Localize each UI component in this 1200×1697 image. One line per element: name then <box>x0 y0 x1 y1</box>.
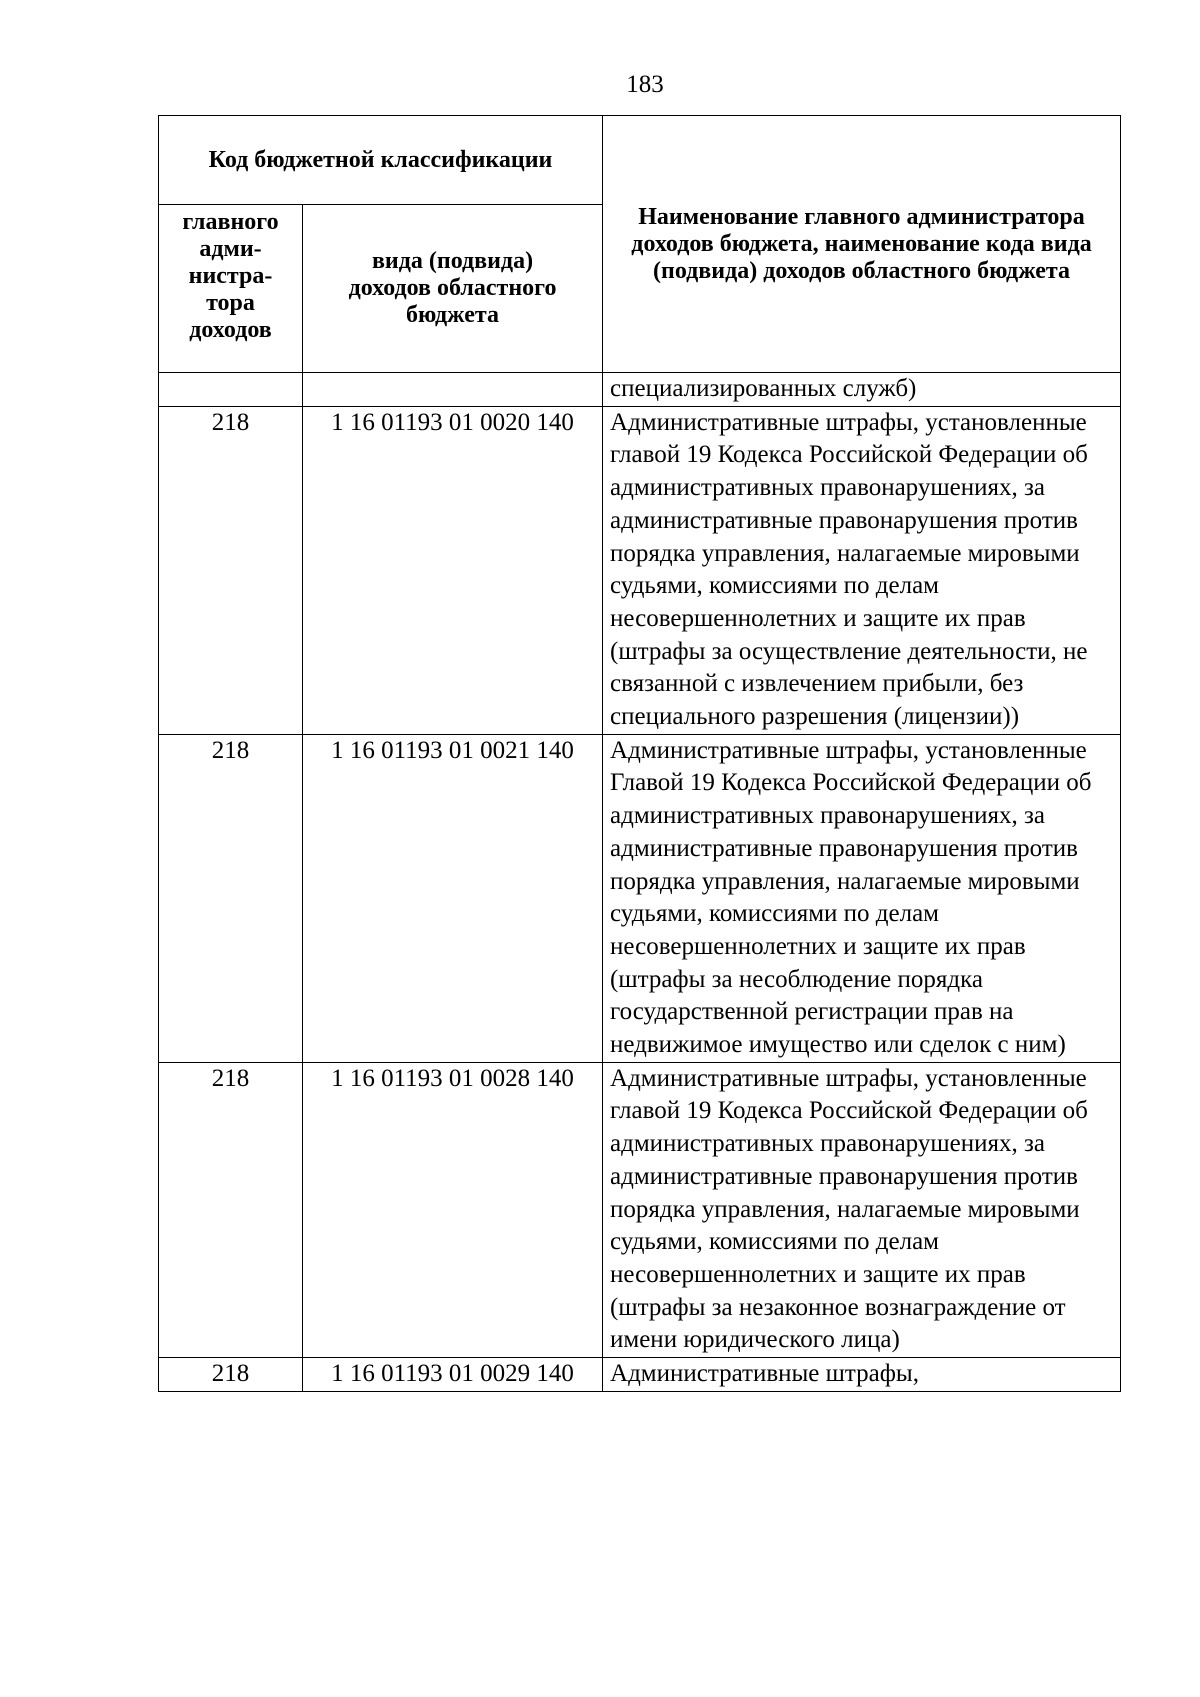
admin-code-cell: 218 <box>159 1062 303 1357</box>
table-row <box>159 734 1121 1062</box>
table-row <box>159 373 1121 407</box>
table-row <box>159 406 1121 734</box>
income-name-cell: Административные штрафы, установленные главой 19 Кодекса Российской Федерации об административных правонарушениях, за административные правонарушения против порядка управления, налагаемые мировыми судьями, комиссиями по делам несовершеннолетних и защите их прав (штрафы за незаконное вознаграждение от имени юридического лица) <box>603 1062 1121 1357</box>
header-code-column: вида (подвида) доходов областного бюджета <box>303 205 603 373</box>
income-code-cell: 1 16 01193 01 0021 140 <box>303 734 603 1062</box>
admin-code-cell: 218 <box>159 406 303 734</box>
income-name-cell: Административные штрафы, <box>603 1358 1121 1392</box>
table-row <box>159 1062 1121 1357</box>
header-name-column: Наименование главного администратора доходов бюджета, наименование кода вида (подвида) доходов областного бюджета <box>603 116 1121 373</box>
table-row <box>159 1358 1121 1392</box>
header-classification-code: Код бюджетной классификации <box>159 116 603 205</box>
page-number: 183 <box>626 71 664 98</box>
admin-code-cell <box>159 373 303 407</box>
budget-classification-table <box>158 115 1121 1392</box>
income-code-cell <box>303 373 603 407</box>
header-admin-column: главного адми- нистра- тора доходов <box>159 205 303 373</box>
admin-code-cell: 218 <box>159 1358 303 1392</box>
income-code-cell: 1 16 01193 01 0020 140 <box>303 406 603 734</box>
income-code-cell: 1 16 01193 01 0028 140 <box>303 1062 603 1357</box>
income-code-cell: 1 16 01193 01 0029 140 <box>303 1358 603 1392</box>
income-name-cell: специализированных служб) <box>603 373 1121 407</box>
admin-code-cell: 218 <box>159 734 303 1062</box>
income-name-cell: Административные штрафы, установленные главой 19 Кодекса Российской Федерации об административных правонарушениях, за административные правонарушения против порядка управления, налагаемые мировыми судьями, комиссиями по делам несовершеннолетних и защите их прав (штрафы за осуществление деятельности, не связанной с извлечением прибыли, без специального разрешения (лицензии)) <box>603 406 1121 734</box>
header-row-1 <box>159 116 1121 205</box>
income-name-cell: Административные штрафы, установленные Главой 19 Кодекса Российской Федерации об административных правонарушениях, за административные правонарушения против порядка управления, налагаемые мировыми судьями, комиссиями по делам несовершеннолетних и защите их прав (штрафы за несоблюдение порядка государственной регистрации прав на недвижимое имущество или сделок с ним) <box>603 734 1121 1062</box>
